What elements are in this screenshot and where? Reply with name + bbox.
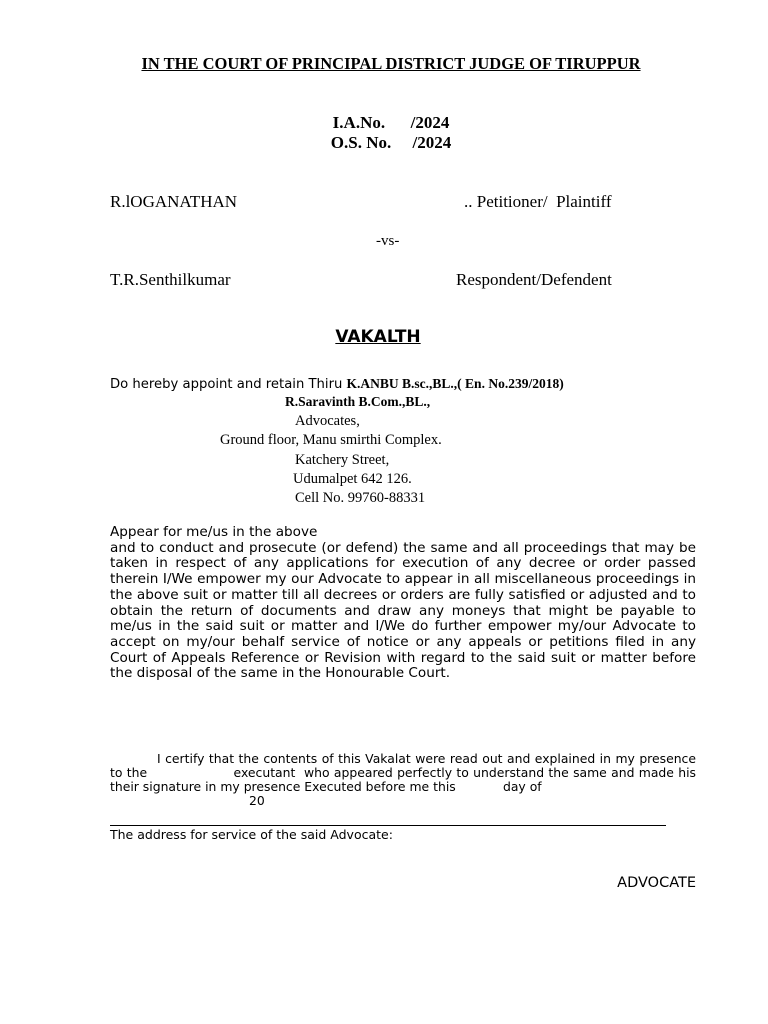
petitioner-name: R.lOGANATHAN: [110, 192, 238, 211]
versus-label: -vs-: [376, 233, 400, 249]
advocate-one: K.ANBU B.sc.,BL.,( En. No.239/2018): [346, 376, 564, 391]
ia-number-text: I.A.No. /2024: [332, 113, 450, 132]
divider-line: [110, 825, 666, 826]
os-number: [110, 133, 672, 153]
advocate-address-line3: Udumalpet 642 126.: [293, 471, 412, 487]
address-for-service-label: The address for service of the said Advocate:: [110, 827, 393, 842]
advocate-address-line2: Katchery Street,: [295, 452, 390, 468]
authority-paragraph: [110, 525, 696, 682]
os-number-text: O.S. No. /2024: [330, 133, 452, 152]
advocate-two: R.Saravinth B.Com.,BL.,: [285, 394, 431, 409]
advocate-signature-label: ADVOCATE: [617, 875, 696, 891]
ia-number: [110, 113, 672, 133]
court-title: IN THE COURT OF PRINCIPAL DISTRICT JUDGE OF TIRUPPUR: [141, 54, 641, 73]
appointment-line: [110, 375, 564, 394]
respondent-name: T.R.Senthilkumar: [110, 270, 231, 289]
certification-year: 20: [249, 793, 265, 808]
document-title: VAKALTH: [335, 327, 421, 347]
authority-text: and to conduct and prosecute (or defend) the same and all proceedings that may be taken in respect of any applications for execution of any decree or order passed therein I/We empower my our Advocate to appear in all miscellaneous proceedings in the above suit or matter till all decrees or orders are fully satisfied or adjusted and to obtain the return of documents and draw any moneys that might be payable to me/us in the said suit or matter and I/We do further empower my/our Advocate to accept on my/our behalf service of notice or any appeals or petitions filed in any Court of Appeals Reference or Revision with regard to the said suit or matter before the disposal of the same in the Honourable Court.: [110, 539, 696, 682]
appointment-lead: Do hereby appoint and retain Thiru: [110, 377, 347, 392]
advocate-designation: Advocates,: [295, 413, 360, 429]
certification-text: I certify that the contents of this Vakalat were read out and explained in my presence to the executant who appeared perfectly to understand the same and made his their signature in my presence Executed before me this day of: [110, 751, 700, 794]
authority-first-line: Appear for me/us in the above: [110, 524, 318, 540]
respondent-role: Respondent/Defendent: [456, 270, 612, 289]
petitioner-role: .. Petitioner/ Plaintiff: [464, 192, 612, 211]
advocate-cell: Cell No. 99760-88331: [295, 490, 426, 506]
advocate-address-line1: Ground floor, Manu smirthi Complex.: [220, 432, 442, 448]
certification-block: [110, 751, 700, 808]
